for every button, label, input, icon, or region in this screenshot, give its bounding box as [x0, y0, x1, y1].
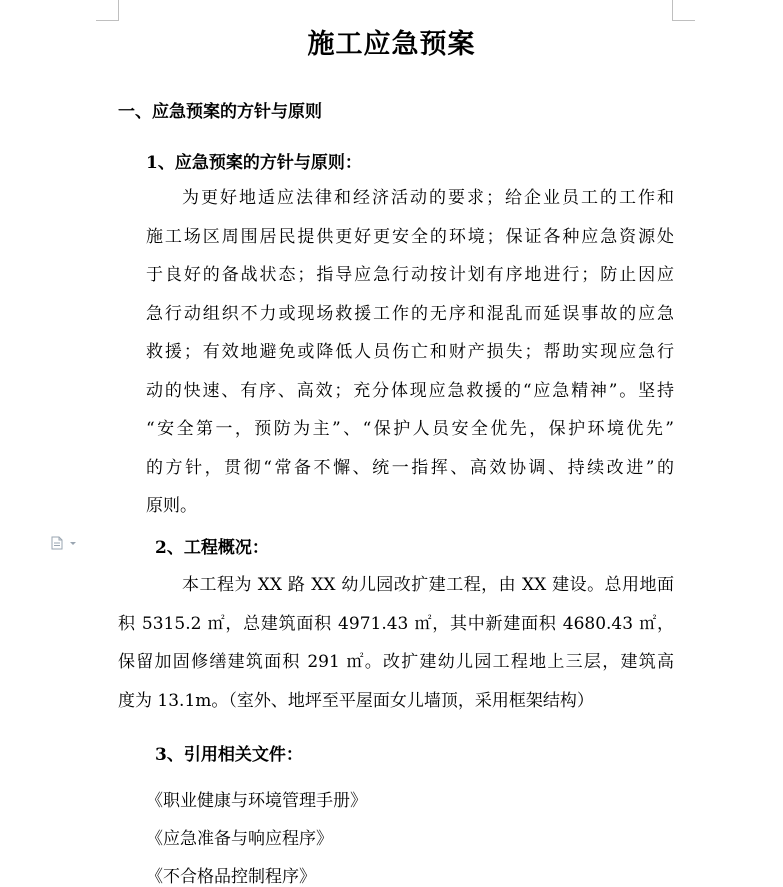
subsection-heading-1: 1、应急预案的方针与原则：	[146, 153, 362, 173]
reference-item: 《职业健康与环境管理手册》	[146, 791, 367, 811]
paragraph-line: 度为 13.1m。（室外、地坪至平屋面女儿墙顶，采用框架结构）	[118, 690, 594, 711]
paragraph-principles	[146, 179, 674, 526]
paragraph-line: 为更好地适应法律和经济活动的要求；给企业员工的工作和	[182, 188, 674, 208]
section-heading: 一、应急预案的方针与原则	[118, 102, 322, 122]
subsection-heading-3: 3、引用相关文件：	[155, 745, 303, 765]
paragraph-line: 救援；有效地避免或降低人员伤亡和财产损失；帮助实现应急行	[146, 342, 674, 362]
reference-item: 《应急准备与响应程序》	[146, 829, 333, 849]
reference-item: 《不合格品控制程序》	[146, 867, 316, 887]
paragraph-line: “安全第一，预防为主”、“保护人员安全优先，保护环境优先”	[146, 419, 674, 439]
paragraph-line: 的方针，贯彻“常备不懈、统一指挥、高效协调、持续改进”的	[146, 457, 674, 478]
paragraph-line: 原则。	[146, 496, 197, 516]
page-corner-top-left	[96, 0, 119, 21]
paragraph-line: 积 5315.2 ㎡，总建筑面积 4971.43 ㎡，其中新建面积 4680.43 ㎡，	[118, 613, 674, 634]
page-corner-top-right	[672, 0, 695, 21]
paragraph-line: 本工程为 XX 路 XX 幼儿园改扩建工程，由 XX 建设。总用地面	[182, 575, 674, 595]
document-title: 施工应急预案	[307, 29, 476, 60]
paragraph-line: 动的快速、有序、高效；充分体现应急救援的“应急精神”。坚持	[146, 380, 674, 401]
subsection-heading-2: 2、工程概况：	[155, 538, 269, 558]
paragraph-line: 于良好的备战状态；指导应急行动按计划有序地进行；防止因应	[146, 265, 674, 285]
document-paragraph-icon[interactable]	[51, 535, 79, 549]
paragraph-project-overview	[118, 566, 674, 720]
paragraph-line: 保留加固修缮建筑面积 291 ㎡。改扩建幼儿园工程地上三层，建筑高	[118, 652, 674, 672]
paragraph-line: 施工场区周围居民提供更好更安全的环境；保证各种应急资源处	[146, 226, 674, 247]
paragraph-line: 急行动组织不力或现场救援工作的无序和混乱而延误事故的应急	[146, 303, 674, 324]
